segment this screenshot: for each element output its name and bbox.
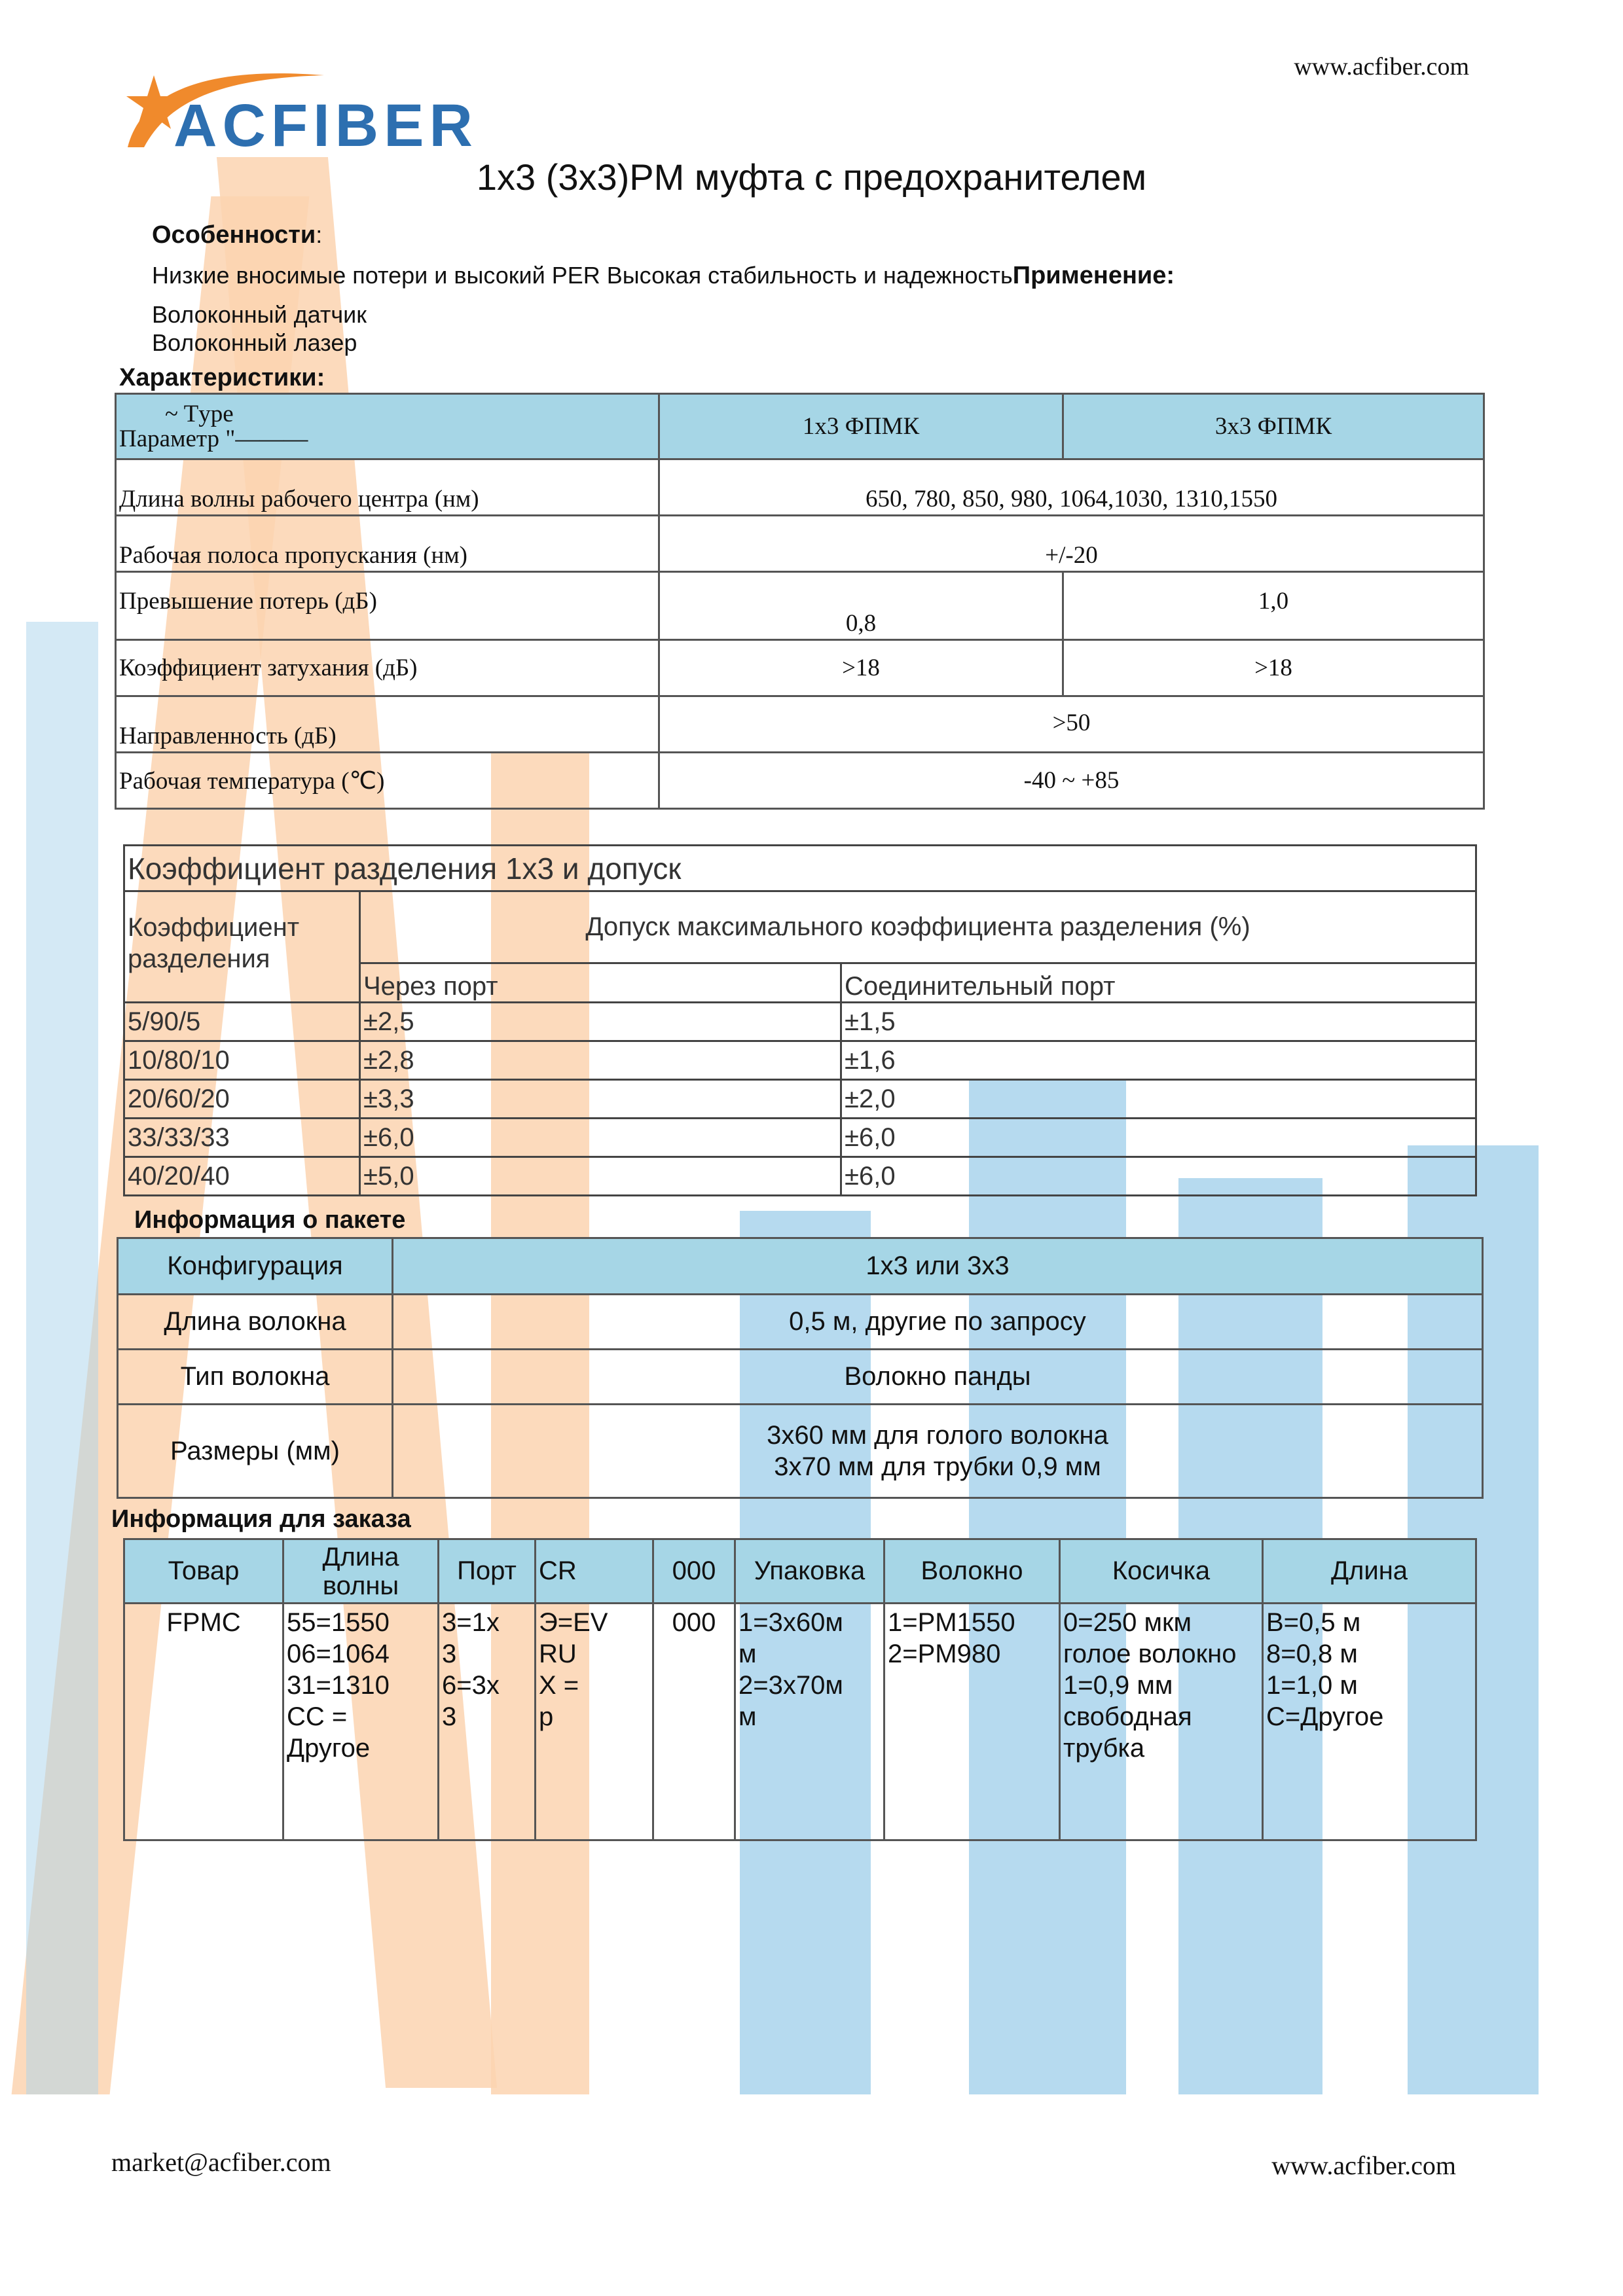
coupled-cell: ±2,0	[841, 1080, 1476, 1119]
ratio-cell: 10/80/10	[124, 1041, 360, 1080]
order-option: 8=0,8 м	[1266, 1640, 1358, 1668]
page-title: 1x3 (3x3)PM муфта с предохранителем	[476, 156, 1147, 198]
order-option: 31=1310	[287, 1671, 390, 1700]
dimension-line: 3x70 мм для трубки 0,9 мм	[774, 1452, 1101, 1481]
order-option: 6=3x	[442, 1671, 500, 1700]
order-header-port: Порт	[439, 1539, 536, 1604]
order-header-000: 000	[653, 1539, 735, 1604]
row-value: 1x3 или 3x3	[393, 1238, 1483, 1295]
row-label: Конфигурация	[118, 1238, 393, 1295]
row-value: 0,5 м, другие по запросу	[393, 1295, 1483, 1350]
row-label: Коэффициент затухания (дБ)	[116, 640, 659, 696]
ratio-cell: 5/90/5	[124, 1003, 360, 1041]
row-value: 650, 780, 850, 980, 1064,1030, 1310,1550	[659, 459, 1484, 516]
ratio-cell: 33/33/33	[124, 1119, 360, 1157]
order-option: Э=EV	[539, 1608, 608, 1637]
characteristics-heading: Характеристики:	[119, 364, 325, 391]
column-header-3x3: 3x3 ФПМК	[1063, 394, 1484, 459]
order-option: трубка	[1063, 1734, 1145, 1763]
order-option: 000	[672, 1608, 716, 1637]
split-ratio-table	[123, 844, 1477, 1196]
table-row	[124, 1041, 1476, 1080]
application-heading: Применение:	[1012, 262, 1175, 289]
logo-text: ACFIBER	[173, 92, 478, 159]
order-option: X =	[539, 1671, 579, 1700]
characteristics-table	[115, 393, 1485, 810]
application-item: Волоконный датчик	[152, 301, 367, 328]
through-cell: ±6,0	[360, 1119, 841, 1157]
footer-website[interactable]: www.acfiber.com	[1271, 2151, 1456, 2180]
order-option: 1=PM1550	[888, 1608, 1015, 1637]
through-cell: ±3,3	[360, 1080, 841, 1119]
coupled-port-header: Соединительный порт	[841, 963, 1476, 1003]
corner-param-label: Параметр "———	[119, 425, 308, 452]
through-cell: ±5,0	[360, 1157, 841, 1196]
order-option: 3	[442, 1702, 457, 1731]
through-port-header: Через порт	[360, 963, 841, 1003]
header-website: www.acfiber.com	[1294, 53, 1469, 81]
table-row	[124, 1080, 1476, 1119]
features-heading-line	[152, 221, 322, 249]
order-cell-wavelength	[283, 1604, 439, 1840]
dimension-line: 3x60 мм для голого волокна	[767, 1421, 1108, 1450]
order-cell-port	[439, 1604, 536, 1840]
order-option: C=Другое	[1266, 1702, 1384, 1731]
order-cell-length	[1263, 1604, 1476, 1840]
ratio-cell: 40/20/40	[124, 1157, 360, 1196]
coupled-cell: ±1,5	[841, 1003, 1476, 1041]
coupled-cell: ±1,6	[841, 1041, 1476, 1080]
order-cell-product	[124, 1604, 283, 1840]
order-option: 0=250 мкм	[1063, 1608, 1192, 1637]
order-option: 06=1064	[287, 1640, 390, 1668]
order-cell-package	[735, 1604, 884, 1840]
row-value-3x3: >18	[1063, 640, 1484, 696]
through-cell: ±2,8	[360, 1041, 841, 1080]
table-row	[124, 1157, 1476, 1196]
ratio-header: Коэффициент разделения	[124, 891, 360, 1003]
features-heading: Особенности	[152, 221, 316, 249]
order-cell-pigtail	[1060, 1604, 1263, 1840]
order-header-package: Упаковка	[735, 1539, 884, 1604]
row-value: >50	[659, 696, 1484, 753]
row-label: Длина волокна	[118, 1295, 393, 1350]
features-text: Низкие вносимые потери и высокий PER Высокая стабильность и надежность	[152, 262, 1013, 289]
column-header-1x3: 1x3 ФПМК	[659, 394, 1063, 459]
tolerance-header: Допуск максимального коэффициента разделения (%)	[360, 891, 1476, 963]
features-line	[152, 262, 1175, 290]
order-option: FPMC	[166, 1608, 241, 1637]
order-option: CC =	[287, 1702, 348, 1731]
row-value: +/-20	[659, 516, 1484, 572]
order-option: 1=3x60м	[739, 1608, 843, 1637]
order-option: Другое	[287, 1734, 371, 1763]
order-option: RU	[539, 1640, 577, 1668]
order-option: 1=1,0 м	[1266, 1671, 1358, 1700]
watermark-stroke	[26, 622, 98, 2094]
corner-type-label: ~ Tуре	[165, 400, 234, 427]
row-label: Направленность (дБ)	[116, 696, 659, 753]
order-header-cr: CR	[536, 1539, 653, 1604]
order-header-pigtail: Косичка	[1060, 1539, 1263, 1604]
order-heading: Информация для заказа	[111, 1505, 411, 1533]
order-option: свободная	[1063, 1702, 1192, 1731]
order-table	[123, 1538, 1477, 1841]
row-label: Тип волокна	[118, 1350, 393, 1405]
footer-email[interactable]: market@acfiber.com	[111, 2147, 331, 2177]
order-header-product: Товар	[124, 1539, 283, 1604]
order-header-fiber: Волокно	[884, 1539, 1060, 1604]
coupled-cell: ±6,0	[841, 1119, 1476, 1157]
row-label: Рабочая температура (℃)	[116, 753, 659, 809]
order-cell-cr	[536, 1604, 653, 1840]
order-option: 3=1x	[442, 1608, 500, 1637]
order-option: 1=0,9 мм	[1063, 1671, 1173, 1700]
table-corner-cell	[116, 394, 659, 459]
order-option: голое волокно	[1063, 1640, 1237, 1668]
order-header-wavelength: Длина волны	[283, 1539, 439, 1604]
package-table	[117, 1237, 1484, 1499]
order-cell-fiber	[884, 1604, 1060, 1840]
through-cell: ±2,5	[360, 1003, 841, 1041]
package-heading: Информация о пакете	[134, 1206, 406, 1234]
row-value: Волокно панды	[393, 1350, 1483, 1405]
order-option: B=0,5 м	[1266, 1608, 1361, 1637]
row-label: Размеры (мм)	[118, 1405, 393, 1498]
order-option: м	[739, 1702, 757, 1731]
table-row	[124, 1604, 1476, 1840]
order-cell-000	[653, 1604, 735, 1840]
order-header-length: Длина	[1263, 1539, 1476, 1604]
row-value: -40 ~ +85	[659, 753, 1484, 809]
row-value-3x3: 1,0	[1063, 572, 1484, 640]
application-item: Волоконный лазер	[152, 329, 357, 356]
coupled-cell: ±6,0	[841, 1157, 1476, 1196]
row-value	[393, 1405, 1483, 1498]
order-option: 2=3x70м	[739, 1671, 843, 1700]
row-value-1x3: >18	[659, 640, 1063, 696]
row-value-1x3: 0,8	[659, 572, 1063, 640]
features-colon: :	[316, 221, 323, 248]
order-option: 3	[442, 1640, 457, 1668]
row-label: Длина волны рабочего центра (нм)	[116, 459, 659, 516]
order-option: 55=1550	[287, 1608, 390, 1637]
ratio-cell: 20/60/20	[124, 1080, 360, 1119]
row-label: Рабочая полоса пропускания (нм)	[116, 516, 659, 572]
row-label: Превышение потерь (дБ)	[116, 572, 659, 640]
order-option: м	[739, 1640, 757, 1668]
order-option: p	[539, 1702, 554, 1731]
split-table-title: Коэффициент разделения 1x3 и допуск	[124, 846, 1476, 891]
order-option: 2=PM980	[888, 1640, 1001, 1668]
table-row	[124, 1003, 1476, 1041]
table-row	[124, 1119, 1476, 1157]
